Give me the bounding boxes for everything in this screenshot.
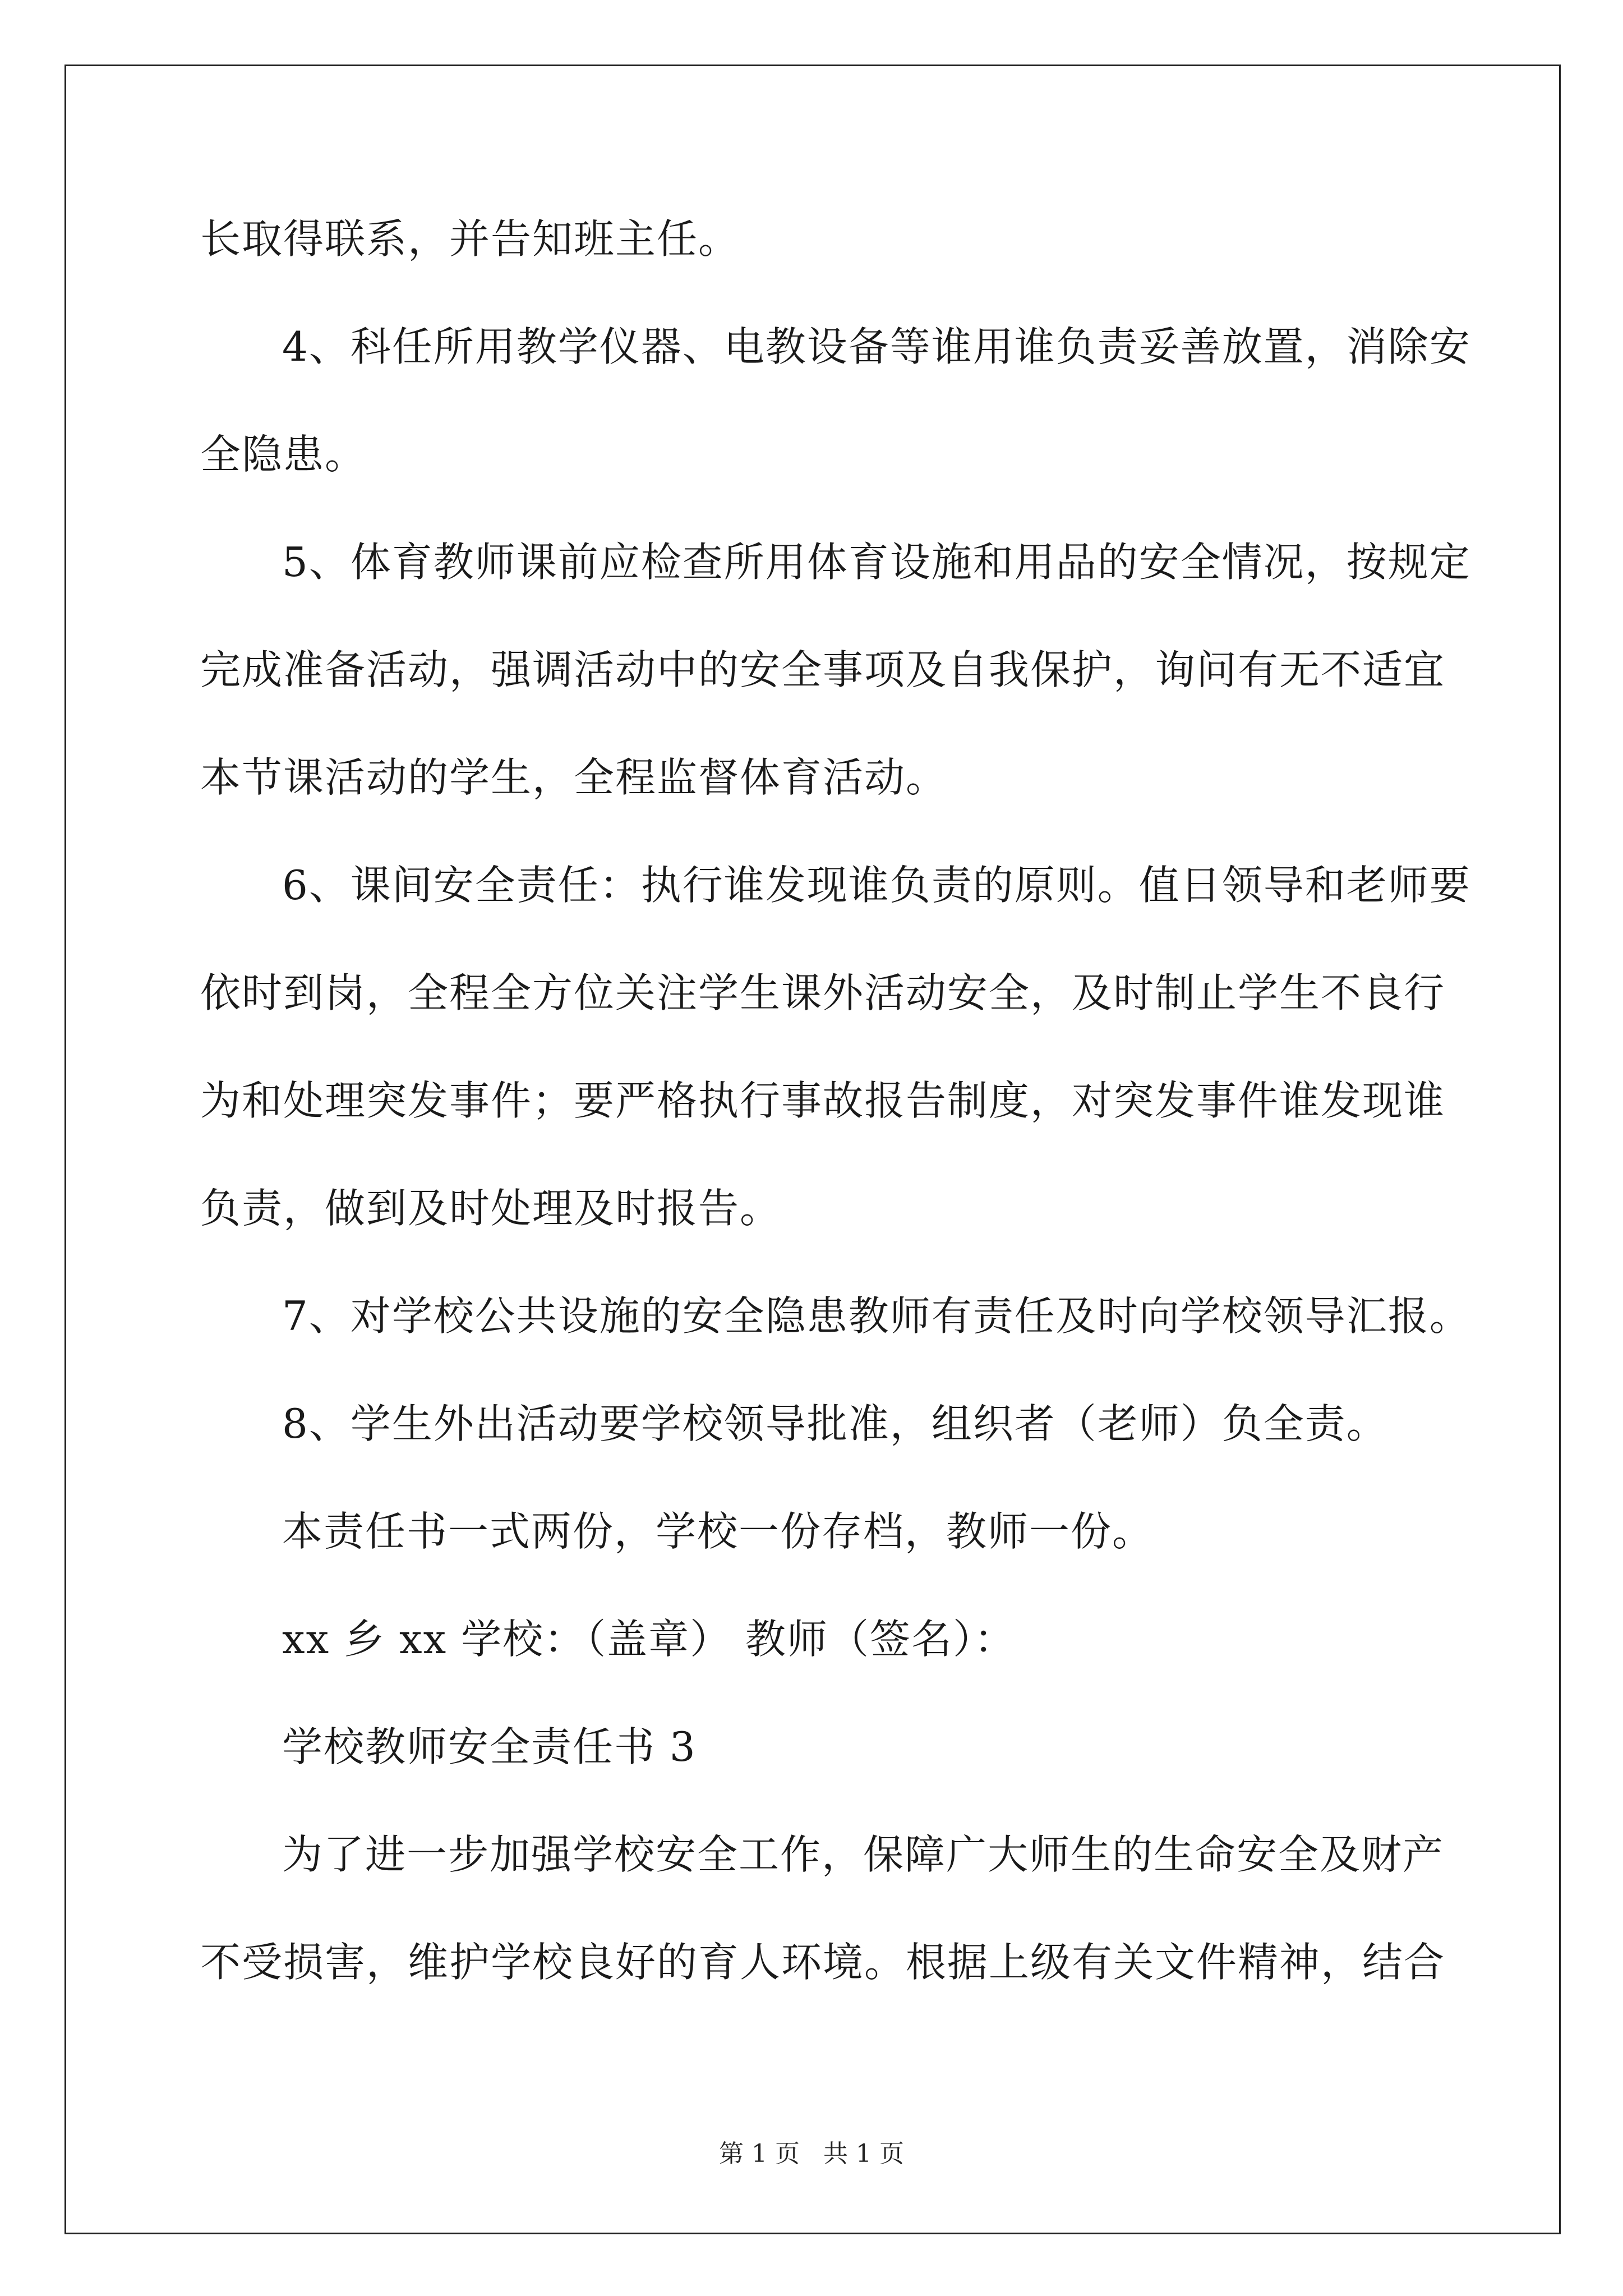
text-line: 本节课活动的学生，全程监督体育活动。	[200, 754, 948, 801]
text-line: 为了进一步加强学校安全工作，保障广大师生的生命安全及财产	[282, 1831, 1445, 1878]
text-line: 8、学生外出活动要学校领导批准，组织者（老师）负全责。	[282, 1400, 1388, 1447]
text-line: 负责，做到及时处理及时报告。	[200, 1185, 782, 1232]
text-line: 完成准备活动，强调活动中的安全事项及自我保护，询问有无不适宜	[200, 646, 1446, 693]
text-line: 7、对学校公共设施的安全隐患教师有责任及时向学校领导汇报。	[282, 1292, 1471, 1340]
text-line: 5、体育教师课前应检查所用体育设施和用品的安全情况，按规定	[282, 539, 1471, 586]
text-line: 依时到岗，全程全方位关注学生课外活动安全，及时制止学生不良行	[200, 969, 1446, 1016]
text-line: 6、课间安全责任：执行谁发现谁负责的原则。值日领导和老师要	[282, 862, 1471, 909]
page-footer: 第 1 页 共 1 页	[719, 2139, 904, 2168]
text-line: 为和处理突发事件；要严格执行事故报告制度，对突发事件谁发现谁	[200, 1077, 1446, 1124]
text-line: 长取得联系，并告知班主任。	[200, 215, 740, 263]
text-line: 全隐患。	[200, 431, 367, 478]
text-line: 4、科任所用教学仪器、电教设备等谁用谁负责妥善放置，消除安	[282, 323, 1471, 370]
text-line: xx 乡 xx 学校：（盖章） 教师（签名）：	[282, 1616, 1016, 1663]
section-heading: 学校教师安全责任书 3	[282, 1723, 697, 1770]
text-line: 本责任书一式两份，学校一份存档，教师一份。	[282, 1508, 1154, 1555]
page-border	[64, 65, 1561, 2234]
text-line: 不受损害，维护学校良好的育人环境。根据上级有关文件精神，结合	[200, 1939, 1446, 1986]
